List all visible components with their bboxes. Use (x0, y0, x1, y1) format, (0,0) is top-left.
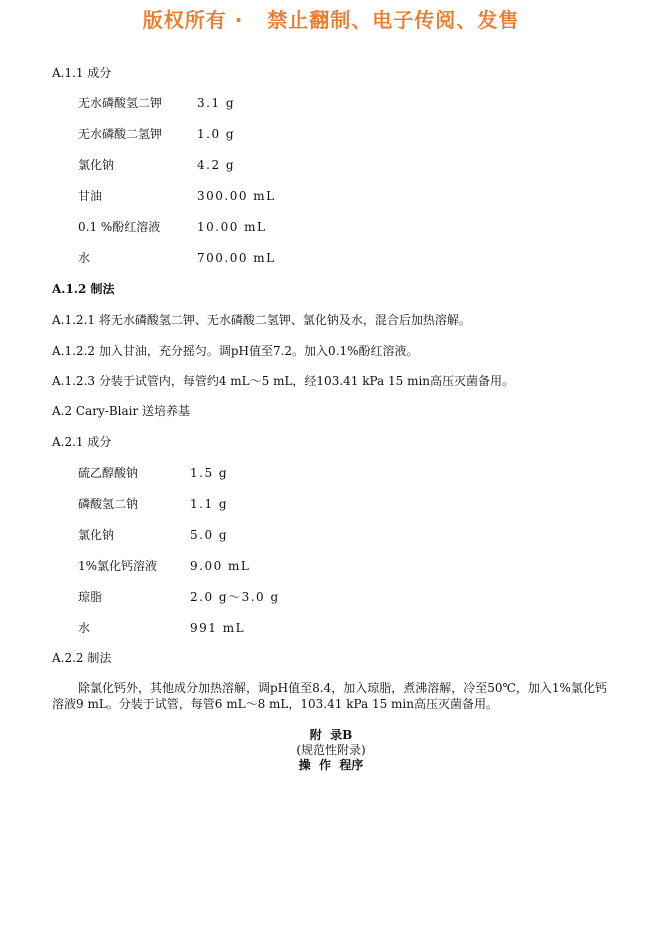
step-a123: A.1.2.3 分装于试管内，每管约4 mL～5 mL，经103.41 kPa 15 min高压灭菌备用。 (52, 374, 515, 388)
ingredient-name: 0.1 %酚红溶液 (78, 220, 161, 234)
ingredient-name: 氯化钠 (78, 528, 115, 542)
section-heading-a22: A.2.2 制法 (52, 651, 112, 665)
ingredient-amount: 1.1 g (190, 497, 229, 511)
ingredient-amount: 1.5 g (190, 466, 229, 480)
ingredient-amount: 2.0 g～3.0 g (190, 590, 280, 604)
step-a122: A.1.2.2 加入甘油，充分摇匀。调pH值至7.2。加入0.1%酚红溶液。 (52, 344, 419, 358)
step-a121: A.1.2.1 将无水磷酸氢二钾、无水磷酸二氢钾、氯化钠及水，混合后加热溶解。 (52, 313, 471, 327)
section-heading-a21: A.2.1 成分 (52, 435, 112, 449)
copyright-banner: 版权所有 · 禁止翻制、电子传阅、发售 (142, 8, 520, 32)
ingredient-amount: 991 mL (190, 621, 246, 635)
ingredient-name: 无水磷酸二氢钾 (78, 127, 163, 141)
ingredient-amount: 3.1 g (197, 96, 236, 110)
ingredient-name: 琼脂 (78, 590, 103, 604)
appendix-subtitle: (规范性附录) (296, 743, 366, 757)
method-paragraph: 除氯化钙外，其他成分加热溶解，调pH值至8.4，加入琼脂，煮沸溶解，冷至50℃，加入1%氯化钙溶液9 mL。分装于试管，每管6 mL～8 mL，103.41 kPa 15 min高压灭菌备用。 (52, 681, 607, 711)
ingredient-amount: 10.00 mL (197, 220, 267, 234)
ingredient-name: 水 (78, 621, 91, 635)
ingredient-name: 水 (78, 251, 91, 265)
appendix-heading: 操 作 程序 (298, 758, 364, 772)
ingredient-amount: 300.00 mL (197, 189, 276, 203)
ingredient-name: 氯化钠 (78, 158, 115, 172)
appendix-title: 附 录B (309, 728, 353, 742)
ingredient-name: 甘油 (78, 189, 103, 203)
ingredient-amount: 4.2 g (197, 158, 236, 172)
ingredient-name: 无水磷酸氢二钾 (78, 96, 163, 110)
ingredient-amount: 5.0 g (190, 528, 229, 542)
section-heading-a2: A.2 Cary-Blair 送培养基 (52, 404, 191, 418)
ingredient-amount: 1.0 g (197, 127, 236, 141)
ingredient-name: 硫乙醇酸钠 (78, 466, 139, 480)
section-heading-a12: A.1.2 制法 (52, 282, 115, 296)
ingredient-amount: 9.00 mL (190, 559, 251, 573)
ingredient-name: 磷酸氢二钠 (78, 497, 139, 511)
ingredient-name: 1%氯化钙溶液 (78, 559, 158, 573)
ingredient-amount: 700.00 mL (197, 251, 276, 265)
section-heading-a11: A.1.1 成分 (52, 66, 112, 80)
